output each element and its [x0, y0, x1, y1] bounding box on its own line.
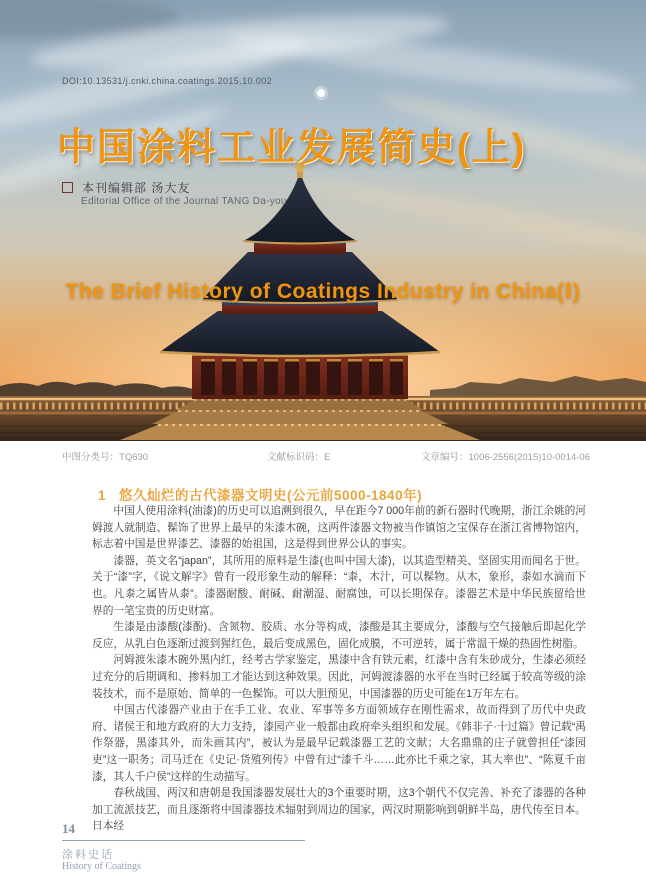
clc-number: [62, 449, 148, 463]
paragraph: 河姆渡朱漆木碗外黑内红，经考古学家鉴定，黑漆中含有铁元素，红漆中含有朱砂成分，生漆必须经过充分的后期调和、掺料加工才能达到这种效果。因此，河姆渡漆器的水平在当时已经属于较高等级的涂装技术，而不是原始、简单的一色髹饰。可以大胆预见，中国漆器的历史可能在1万年左右。: [92, 654, 586, 700]
column-name-en: History of Coatings: [62, 861, 141, 872]
author-row: [62, 179, 190, 196]
page-number: 14: [62, 821, 75, 836]
author-name-en: Editorial Office of the Journal TANG Da-you: [81, 196, 287, 207]
article-body: [92, 503, 586, 835]
paragraph: 中国人使用涂料(油漆)的历史可以追溯到很久，早在距今7 000年前的新石器时代晚期，浙江余姚的河姆渡人就制造、髹饰了世界上最早的朱漆木碗，这两件漆器文物被当作镇馆之宝保存在浙江省博物馆内，标志着中国是世界漆艺、漆器的始祖国，这是得到世界公认的事实。: [92, 505, 586, 551]
hero-photo-temple-of-heaven: [0, 0, 646, 441]
author-marker-icon: [62, 182, 73, 193]
section-heading: [98, 484, 422, 504]
paragraph: 中国古代漆器产业由于在手工业、农业、军事等多方面领域存在刚性需求，故而得到了历代中央政府、诸侯王和地方政府的大力支持，漆园产业一般都由政府牵头组织和发展。《韩非子·十过篇》曾记载“禹作祭器，黑漆其外，而朱画其内”，被认为是最早记载漆器工艺的文献；大名鼎鼎的庄子就曾担任“漆园吏”这一职务；司马迁在《史记·货殖列传》中曾有过“漆千斗……此亦比千乘之家，其大率也”、“陈夏千亩漆，其人千户侯”这样的生动描写。: [92, 704, 586, 783]
paragraph: 生漆是由漆酸(漆酚)、含氮物、胶质、水分等构成，漆酸是其主要成分，漆酸与空气接触后即起化学反应，从乳白色逐渐过渡到猩红色，最后变成黑色，固化成膜，不可逆转，属于常温干燥的热固性树脂。: [92, 621, 586, 650]
paragraph: 春秋战国、两汉和唐朝是我国漆器发展壮大的3个重要时期，这3个朝代不仅完善、补充了漆器的各种加工流派技艺，而且逐渐将中国漆器技术辐射到周边的国家，两汉时期影响到朝鲜半岛，唐代传至日本。日本经: [92, 787, 586, 833]
clc-value: TQ630: [119, 452, 149, 463]
column-name-cn: 涂料史话: [62, 849, 114, 861]
article-id-value: 1006-2556(2015)10-0014-06: [468, 452, 591, 463]
doi-line: DOI:10.13531/j.cnki.china.coatings.2015.10.002: [62, 76, 273, 86]
section-number: 1: [98, 488, 107, 503]
document-code-label: 文献标识码：: [267, 452, 325, 463]
article-title-en: The Brief History of Coatings Industry in China(Ⅰ): [65, 280, 581, 303]
document-code: [267, 449, 330, 463]
footer-divider: [62, 840, 305, 841]
document-code-value: E: [324, 452, 331, 463]
section-title: 悠久灿烂的古代漆器文明史(公元前5000-1840年): [119, 488, 423, 503]
paragraph: 漆器，英文名“japan”，其所用的原料是生漆(也叫中国大漆)，以其造型精美、坚固实用而闻名于世。关于“漆”字，《说文解字》曾有一段形象生动的解释：“桼，木汁，可以髹物。从木，象形，桼如水滴而下也。凡桼之属皆从桼”。漆器耐酸、耐碱、耐潮湿、耐腐蚀，可以长期保存。漆器艺术是中华民族留给世界的一笔宝贵的历史财富。: [92, 554, 586, 617]
clc-label: 中图分类号：: [62, 452, 120, 463]
author-name-cn: 本刊编辑部 汤大友: [82, 181, 191, 195]
article-id-label: 文章编号：: [421, 452, 469, 463]
article-id: [421, 449, 590, 463]
article-title-cn: 中国涂料工业发展简史(上): [57, 127, 527, 169]
